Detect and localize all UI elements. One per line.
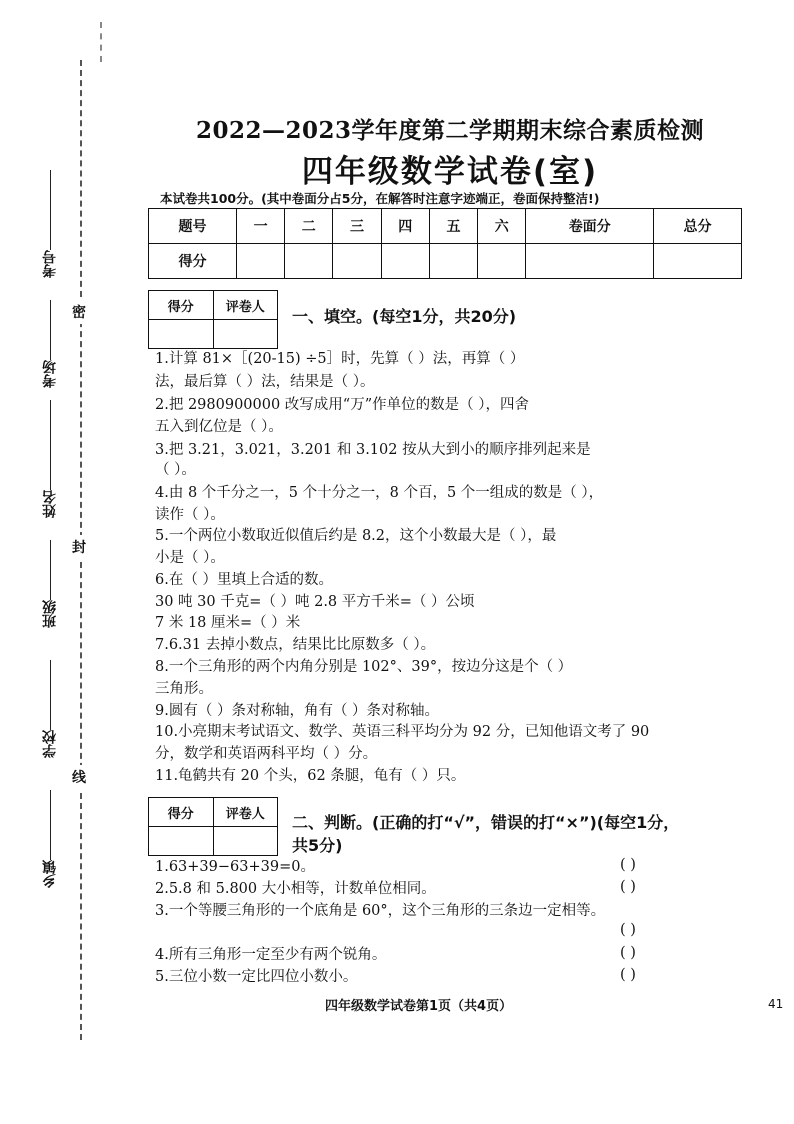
class-field[interactable] xyxy=(40,540,62,628)
score-table-col: 三 xyxy=(333,209,381,244)
judge-item: 1.63+39−63+39=0。 xyxy=(155,859,315,875)
judge-answer-bracket[interactable]: ( ) xyxy=(620,857,636,873)
page-footer: 四年级数学试卷第1页（共4页） xyxy=(325,999,513,1014)
school-field[interactable] xyxy=(40,660,62,758)
grader-score-label: 得分 xyxy=(149,291,214,320)
score-table-score-row xyxy=(149,244,742,279)
score-table-col: 总分 xyxy=(654,209,742,244)
score-table-header-row xyxy=(149,209,742,244)
score-cell[interactable] xyxy=(285,244,333,279)
section1-line: 10.小亮期末考试语文、数学、英语三科平均分为 92 分，已知他语文考了 90 xyxy=(155,724,650,740)
section1-line: 小是（ ）。 xyxy=(155,550,225,566)
section1-line: 30 吨 30 千克=（ ）吨 2.8 平方千米=（ ）公顷 xyxy=(155,594,475,610)
grader-name-label: 评卷人 xyxy=(213,798,278,827)
section1-line: 4.由 8 个千分之一，5 个十分之一，8 个百，5 个一组成的数是（ ）， xyxy=(155,485,604,501)
grader-name-label: 评卷人 xyxy=(213,291,278,320)
judge-answer-bracket[interactable]: ( ) xyxy=(620,945,636,961)
class-label: 班级 xyxy=(42,600,58,628)
exam-number-field[interactable] xyxy=(40,170,62,278)
score-table-col: 一 xyxy=(236,209,284,244)
exam-room-label: 考场 xyxy=(42,360,58,388)
score-table-row-label: 得分 xyxy=(149,244,237,279)
grader-score-cell[interactable] xyxy=(149,320,214,349)
score-table xyxy=(148,208,742,279)
township-field[interactable] xyxy=(40,790,62,888)
section1-line: 1.计算 81×［(20-15) ÷5］时，先算（ ）法，再算（ ） xyxy=(155,351,525,367)
section1-line: 五入到亿位是（ ）。 xyxy=(155,419,283,435)
exam-title: 2022—2023学年度第二学期期末综合素质检测 xyxy=(195,117,705,144)
section1-line: 6.在（ ）里填上合适的数。 xyxy=(155,572,333,588)
scan-mark xyxy=(100,22,102,62)
judge-answer-bracket[interactable]: ( ) xyxy=(620,967,636,983)
exam-room-field[interactable] xyxy=(40,300,62,388)
section1-line: 11.龟鹤共有 20 个头，62 条腿，龟有（ ）只。 xyxy=(155,768,466,784)
judge-item: 5.三位小数一定比四位小数小。 xyxy=(155,969,358,985)
section1-line: 读作（ ）。 xyxy=(155,507,225,523)
score-table-col: 六 xyxy=(478,209,526,244)
grader-table-section2 xyxy=(148,797,278,856)
section1-line: （ ）。 xyxy=(155,462,196,478)
school-label: 学校 xyxy=(42,730,58,758)
score-table-col: 二 xyxy=(285,209,333,244)
section1-title: 一、填空。(每空1分，共20分) xyxy=(292,307,517,326)
score-table-col: 五 xyxy=(429,209,477,244)
section2-title-cont: 共5分) xyxy=(292,836,343,855)
judge-answer-bracket[interactable]: ( ) xyxy=(620,879,636,895)
section1-line: 三角形。 xyxy=(155,681,213,697)
score-cell[interactable] xyxy=(478,244,526,279)
township-label: 乡镇 xyxy=(42,860,58,888)
score-cell[interactable] xyxy=(333,244,381,279)
score-table-col: 卷面分 xyxy=(526,209,654,244)
grader-table-section1 xyxy=(148,290,278,349)
grader-name-cell[interactable] xyxy=(213,320,278,349)
score-cell[interactable] xyxy=(236,244,284,279)
student-name-label: 姓名 xyxy=(42,490,58,518)
seal-char-feng: 封 xyxy=(72,535,86,559)
section1-line: 5.一个两位小数取近似值后约是 8.2，这个小数最大是（ ），最 xyxy=(155,528,557,544)
score-cell[interactable] xyxy=(381,244,429,279)
score-cell[interactable] xyxy=(429,244,477,279)
score-cell[interactable] xyxy=(526,244,654,279)
seal-char-xian: 线 xyxy=(72,765,86,789)
section1-line: 7 米 18 厘米=（ ）米 xyxy=(155,615,301,631)
score-table-col: 四 xyxy=(381,209,429,244)
grader-score-label: 得分 xyxy=(149,798,214,827)
section1-line: 3.把 3.21，3.021，3.201 和 3.102 按从大到小的顺序排列起来是 xyxy=(155,442,591,458)
grader-name-cell[interactable] xyxy=(213,827,278,856)
section2-title: 二、判断。(正确的打“√”，错误的打“×”)(每空1分， xyxy=(292,813,680,832)
score-table-row-label: 题号 xyxy=(149,209,237,244)
grader-score-cell[interactable] xyxy=(149,827,214,856)
exam-subtitle: 四年级数学试卷(室) xyxy=(301,154,599,190)
score-cell[interactable] xyxy=(654,244,742,279)
judge-answer-bracket[interactable]: ( ) xyxy=(620,922,636,938)
student-name-field[interactable] xyxy=(40,400,62,518)
section1-line: 9.圆有（ ）条对称轴，角有（ ）条对称轴。 xyxy=(155,703,440,719)
page-number: 41 xyxy=(768,997,784,1011)
section1-line: 7.6.31 去掉小数点，结果比比原数多（ ）。 xyxy=(155,637,436,653)
section1-line: 分，数学和英语两科平均（ ）分。 xyxy=(155,746,378,762)
binding-margin xyxy=(0,0,100,1124)
judge-item: 4.所有三角形一定至少有两个锐角。 xyxy=(155,947,387,963)
section1-line: 2.把 2980900000 改写成用“万”作单位的数是（ ），四舍 xyxy=(155,397,529,413)
section1-line: 8.一个三角形的两个内角分别是 102°、39°，按边分这是个（ ） xyxy=(155,659,573,675)
section1-line: 法，最后算（ ）法，结果是（ ）。 xyxy=(155,374,375,390)
seal-char-mi: 密 xyxy=(72,300,86,324)
judge-item: 2.5.8 和 5.800 大小相等，计数单位相同。 xyxy=(155,881,436,897)
exam-number-label: 考号 xyxy=(42,250,58,278)
exam-note: 本试卷共100分。(其中卷面分占5分，在解答时注意字迹端正，卷面保持整洁!) xyxy=(160,191,600,206)
judge-item: 3.一个等腰三角形的一个底角是 60°，这个三角形的三条边一定相等。 xyxy=(155,903,606,919)
